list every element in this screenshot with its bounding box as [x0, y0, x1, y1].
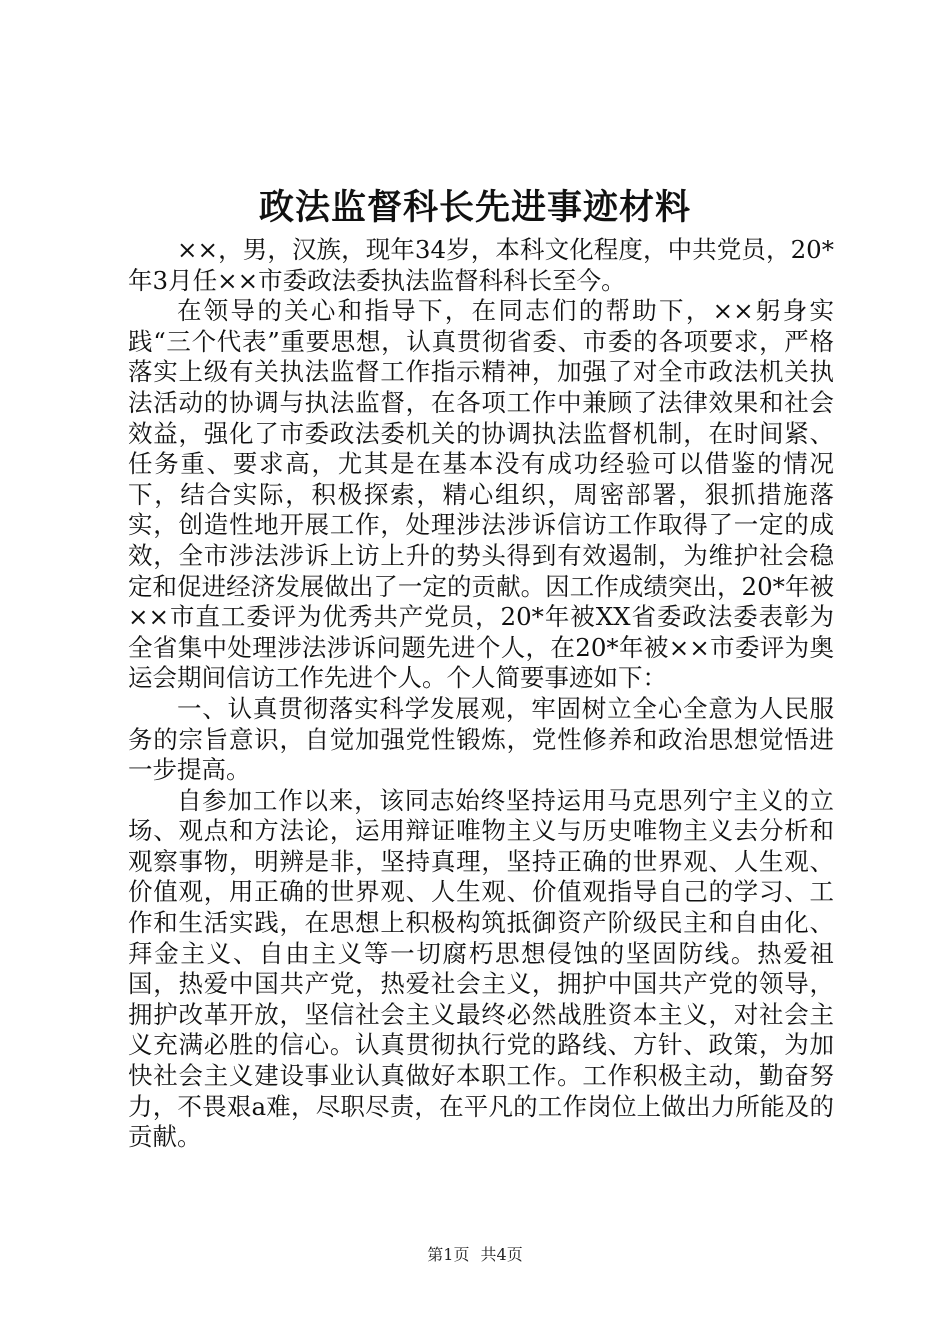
document-title: 政法监督科长先进事迹材料 — [258, 187, 691, 228]
paragraph-intro: ××，男，汉族，现年34岁，本科文化程度，中共党员，20*年3月任××市委政法委执法监督科科长至今。 — [128, 235, 834, 295]
paragraph-section-heading: 一、认真贯彻落实科学发展观，牢固树立全心全意为人民服务的宗旨意识，自觉加强党性锻炼，党性修养和政治思想觉悟进一步提高。 — [128, 693, 834, 785]
page-footer — [0, 1245, 950, 1265]
page-total: 共4页 — [480, 1245, 523, 1264]
page-number: 第1页 — [427, 1245, 470, 1264]
paragraph-ideology: 自参加工作以来，该同志始终坚持运用马克思列宁主义的立场、观点和方法论，运用辩证唯物主义与历史唯物主义去分析和观察事物，明辨是非，坚持真理，坚持正确的世界观、人生观、价值观，用正确的世界观、人生观、价值观指导自己的学习、工作和生活实践，在思想上积极构筑抵御资产阶级民主和自由化、拜金主义、自由主义等一切腐朽思想侵蚀的坚固防线。热爱祖国，热爱中国共产党，热爱社会主义，拥护中国共产党的领导，拥护改革开放，坚信社会主义最终必然战胜资本主义，对社会主义充满必胜的信心。认真贯彻执行党的路线、方针、政策，为加快社会主义建设事业认真做好本职工作。工作积极主动，勤奋努力，不畏艰a难，尽职尽责，在平凡的工作岗位上做出力所能及的贡献。 — [128, 785, 834, 1152]
paragraph-achievements: 在领导的关心和指导下，在同志们的帮助下，××躬身实践“三个代表”重要思想，认真贯彻省委、市委的各项要求，严格落实上级有关执法监督工作指示精神，加强了对全市政法机关执法活动的协调与执法监督，在各项工作中兼顾了法律效果和社会效益，强化了市委政法委机关的协调执法监督机制，在时间紧、任务重、要求高，尤其是在基本没有成功经验可以借鉴的情况下，结合实际，积极探索，精心组织，周密部署，狠抓措施落实，创造性地开展工作，处理涉法涉诉信访工作取得了一定的成效，全市涉法涉诉上访上升的势头得到有效遏制，为维护社会稳定和促进经济发展做出了一定的贡献。因工作成绩突出，20*年被××市直工委评为优秀共产党员，20*年被XX省委政法委表彰为全省集中处理涉法涉诉问题先进个人，在20*年被××市委评为奥运会期间信访工作先进个人。个人简要事迹如下： — [128, 296, 834, 693]
document-body — [128, 235, 834, 1153]
